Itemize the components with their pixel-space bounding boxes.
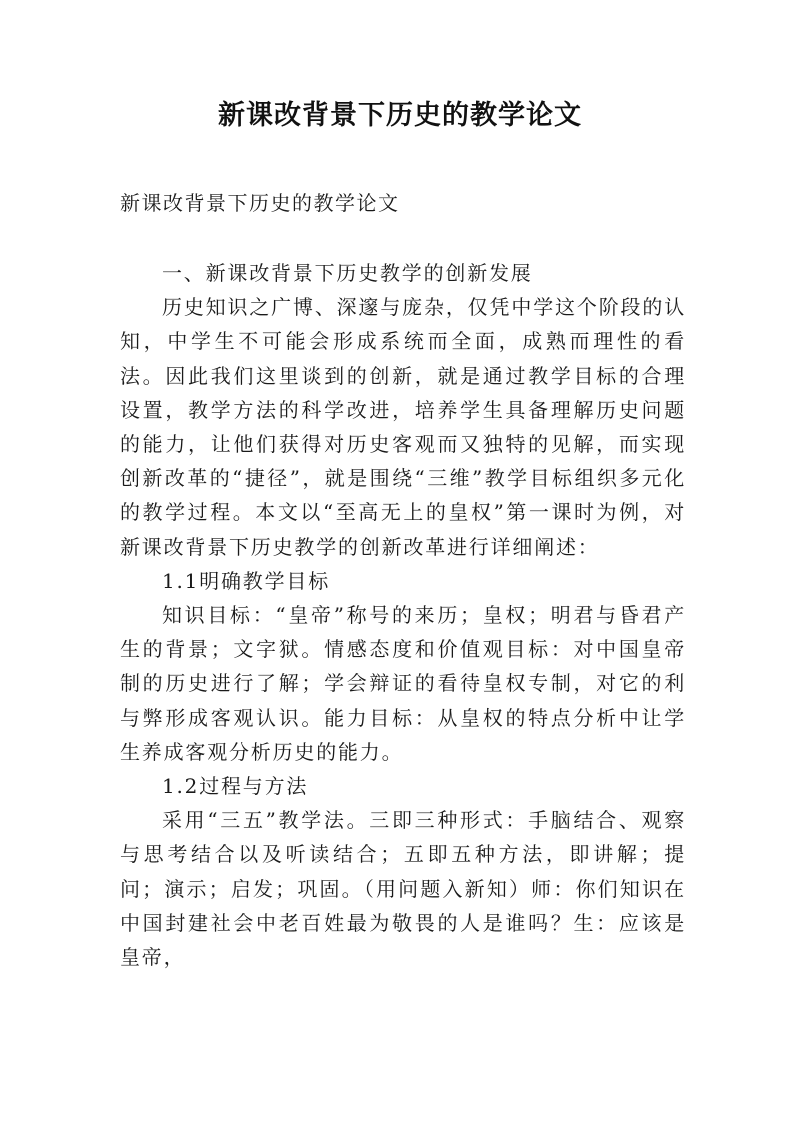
- paragraph: 知识目标：“皇帝”称号的来历；皇权；明君与昏君产生的背景；文字狱。情感态度和价值观目标：对中国皇帝制的历史进行了解；学会辩证的看待皇权专制，对它的利与弊形成客观认识。能力目标：从皇权的特点分析中让学生养成客观分析历史的能力。: [120, 603, 686, 764]
- subsection-heading: 1.1明确教学目标: [162, 568, 331, 593]
- document-body: [120, 256, 686, 974]
- document-subtitle: 新课改背景下历史的教学论文: [120, 191, 400, 215]
- subsection-heading: 1.2过程与方法: [162, 774, 309, 799]
- paragraph: 历史知识之广博、深邃与庞杂，仅凭中学这个阶段的认知，中学生不可能会形成系统而全面，成熟而理性的看法。因此我们这里谈到的创新，就是通过教学目标的合理设置，教学方法的科学改进，培养学生具备理解历史问题的能力，让他们获得对历史客观而又独特的见解，而实现创新改革的“捷径”，就是围绕“三维”教学目标组织多元化的教学过程。本文以“至高无上的皇权”第一课时为例，对新课改背景下历史教学的创新改革进行详细阐述：: [120, 295, 686, 559]
- section-heading: 一、新课改背景下历史教学的创新发展: [162, 261, 533, 285]
- document-title: 新课改背景下历史的教学论文: [218, 100, 582, 131]
- paragraph: 采用“三五”教学法。三即三种形式：手脑结合、观察与思考结合以及听读结合；五即五种方法，即讲解；提问；演示；启发；巩固。（用问题入新知）师：你们知识在中国封建社会中老百姓最为敬畏的人是谁吗？生：应该是皇帝，: [120, 808, 686, 970]
